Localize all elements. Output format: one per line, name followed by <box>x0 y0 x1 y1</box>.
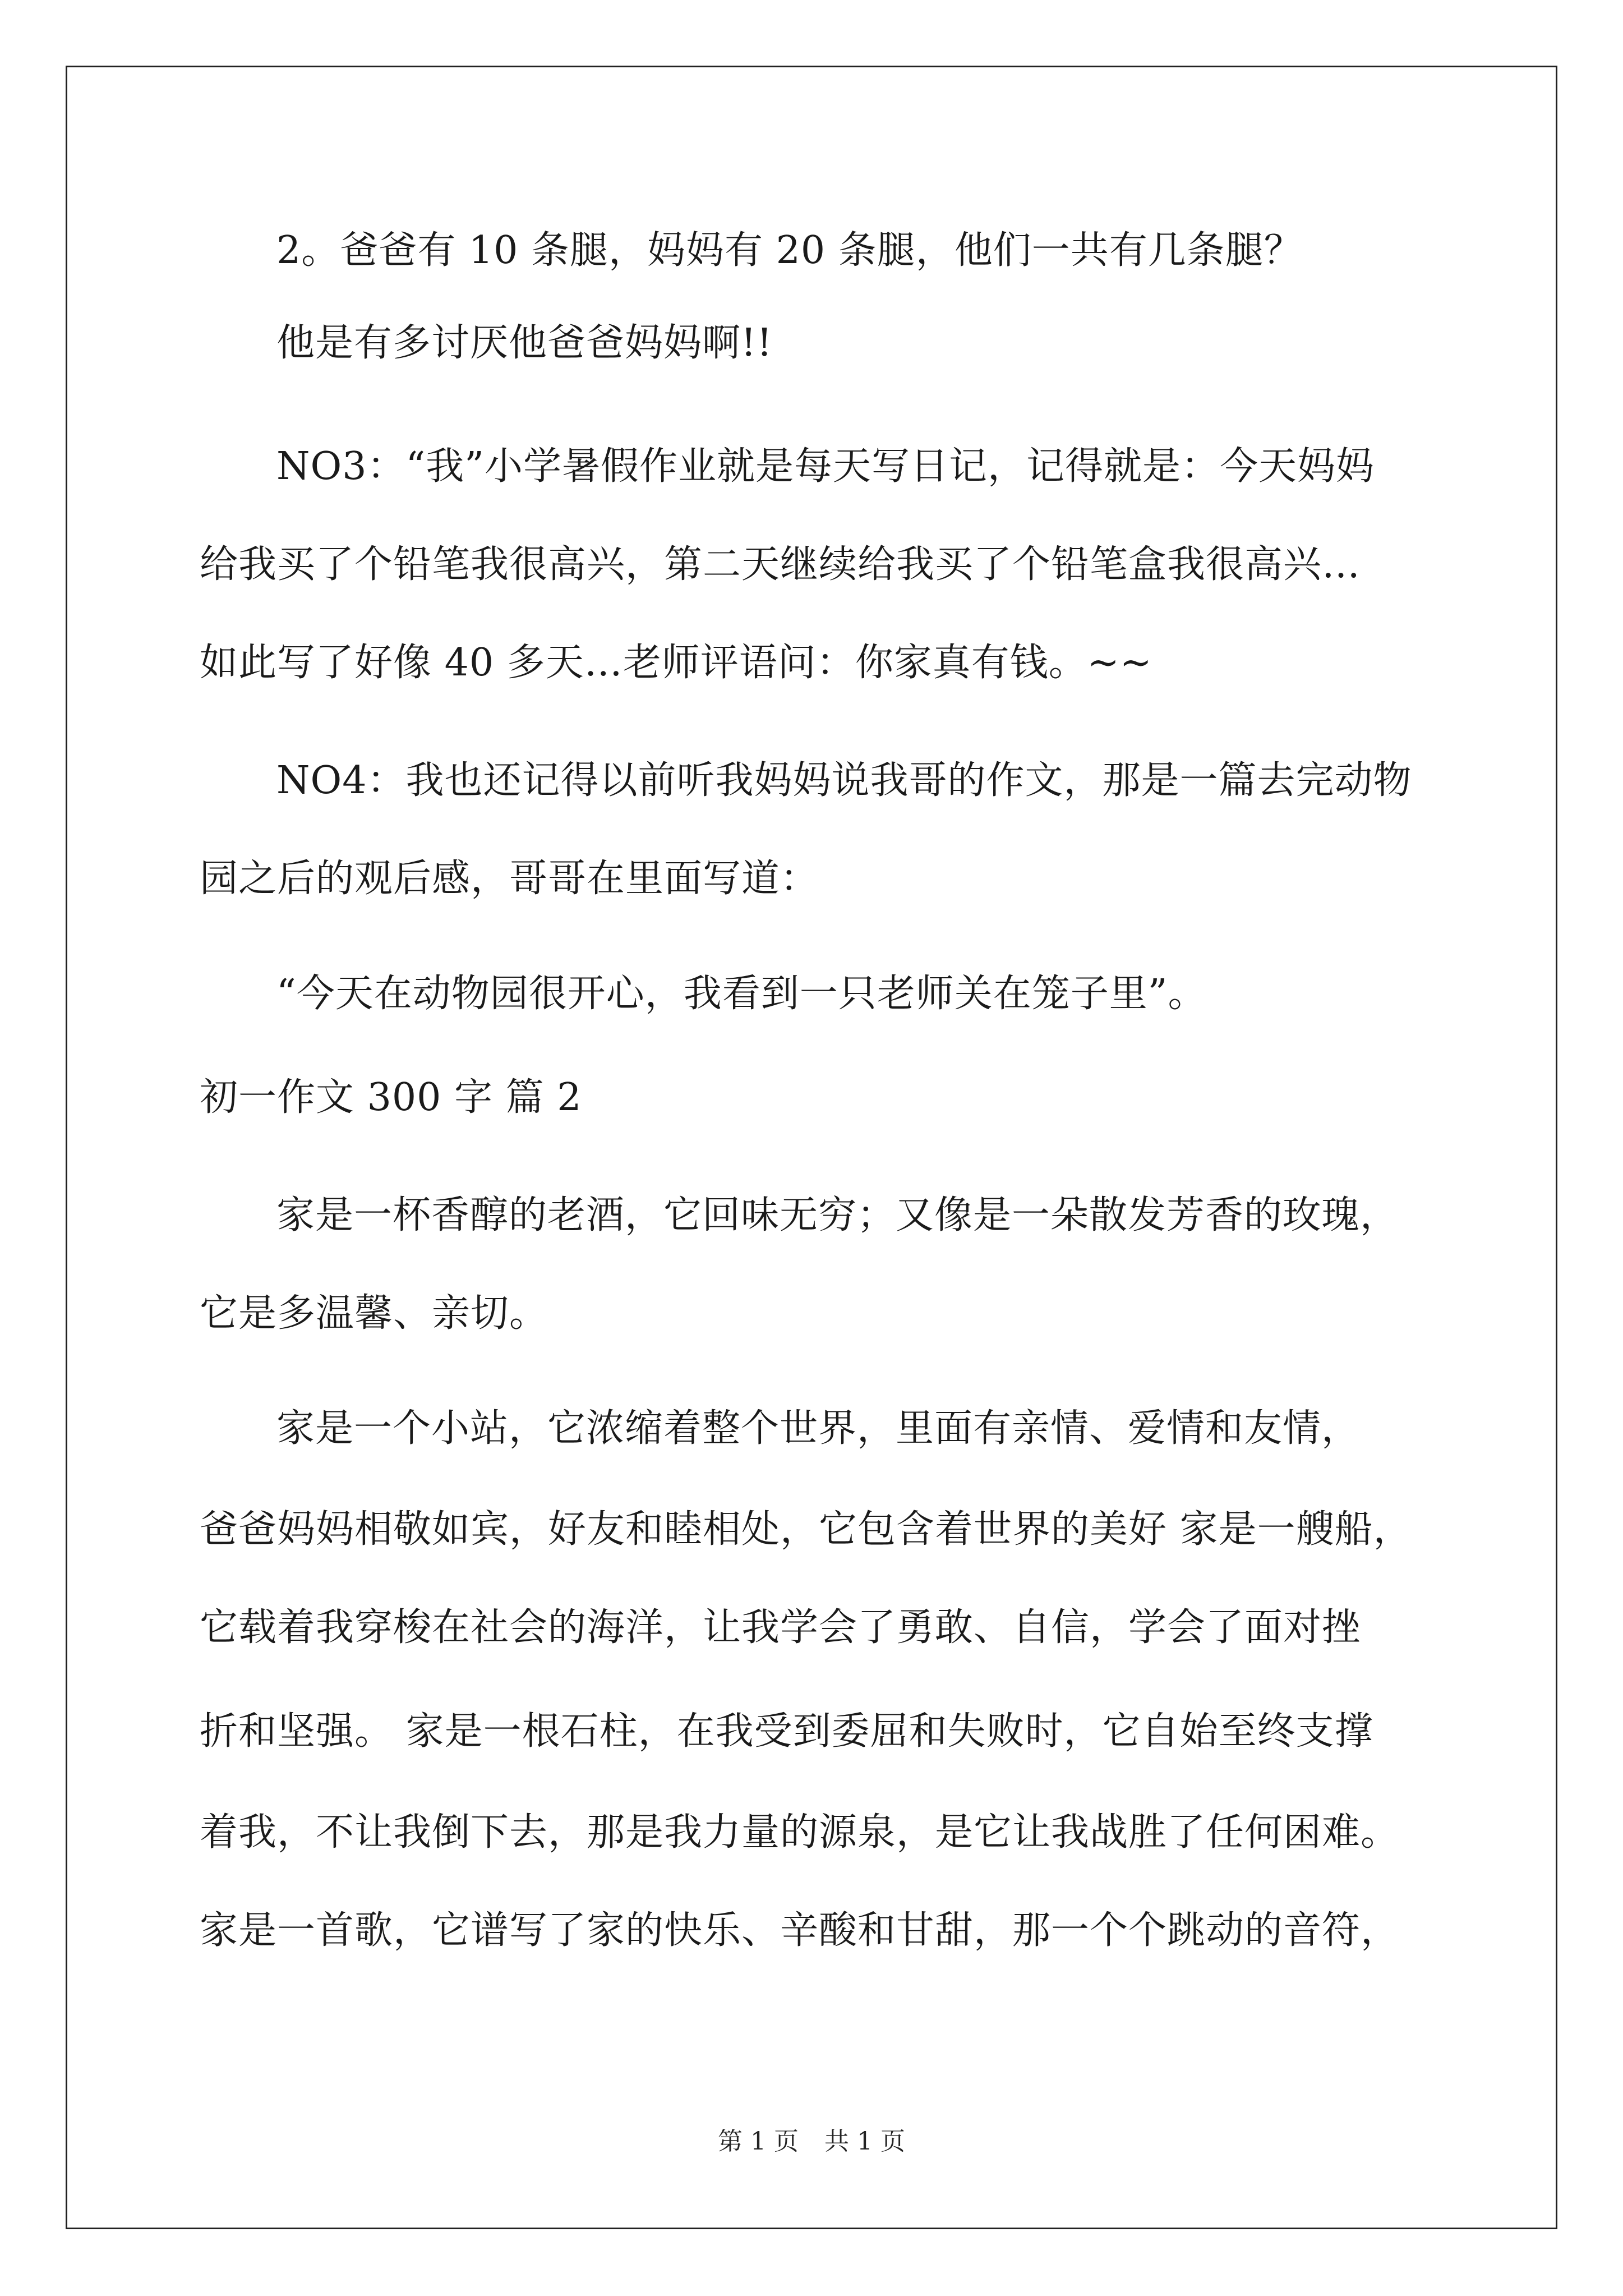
page-number: 第 1 页 <box>718 2127 799 2156</box>
text-line: 如此写了好像 40 多天…老师评语问：你家真有钱。~~ <box>200 641 1152 685</box>
page-border <box>66 66 1557 2229</box>
text-line: 它载着我穿梭在社会的海洋，让我学会了勇敢、自信，学会了面对挫 <box>200 1605 1361 1650</box>
text-line: 折和坚强。 家是一根石柱，在我受到委屈和失败时，它自始至终支撑 <box>200 1709 1373 1754</box>
page-total: 共 1 页 <box>824 2127 905 2156</box>
text-line: 它是多温馨、亲切。 <box>200 1291 548 1336</box>
section-heading: 初一作文 300 字 篇 2 <box>200 1075 582 1120</box>
text-line: 园之后的观后感，哥哥在里面写道： <box>200 857 819 901</box>
text-line: 家是一杯香醇的老酒，它回味无穷；又像是一朵散发芳香的玫瑰， <box>276 1193 1399 1237</box>
text-line: 家是一首歌，它谱写了家的快乐、辛酸和甘甜，那一个个跳动的音符， <box>200 1908 1400 1953</box>
text-line: 他是有多讨厌他爸爸妈妈啊!! <box>276 321 773 365</box>
text-line: 着我，不让我倒下去，那是我力量的源泉，是它让我战胜了任何困难。 <box>200 1810 1400 1855</box>
text-line: 家是一个小站，它浓缩着整个世界，里面有亲情、爱情和友情， <box>276 1406 1361 1451</box>
text-line: NO4：我也还记得以前听我妈妈说我哥的作文，那是一篇去完动物 <box>276 758 1412 803</box>
text-line: NO3：“我”小学暑假作业就是每天写日记，记得就是：今天妈妈 <box>276 444 1375 489</box>
text-line: 给我买了个铅笔我很高兴，第二天继续给我买了个铅笔盒我很高兴… <box>200 542 1361 587</box>
text-line: 爸爸妈妈相敬如宾，好友和睦相处，它包含着世界的美好 家是一艘船， <box>200 1507 1412 1552</box>
text-line: 2。爸爸有 10 条腿，妈妈有 20 条腿，他们一共有几条腿？ <box>276 228 1303 273</box>
text-line: “今天在动物园很开心，我看到一只老师关在笼子里”。 <box>276 972 1207 1016</box>
page-footer <box>0 2126 1623 2157</box>
